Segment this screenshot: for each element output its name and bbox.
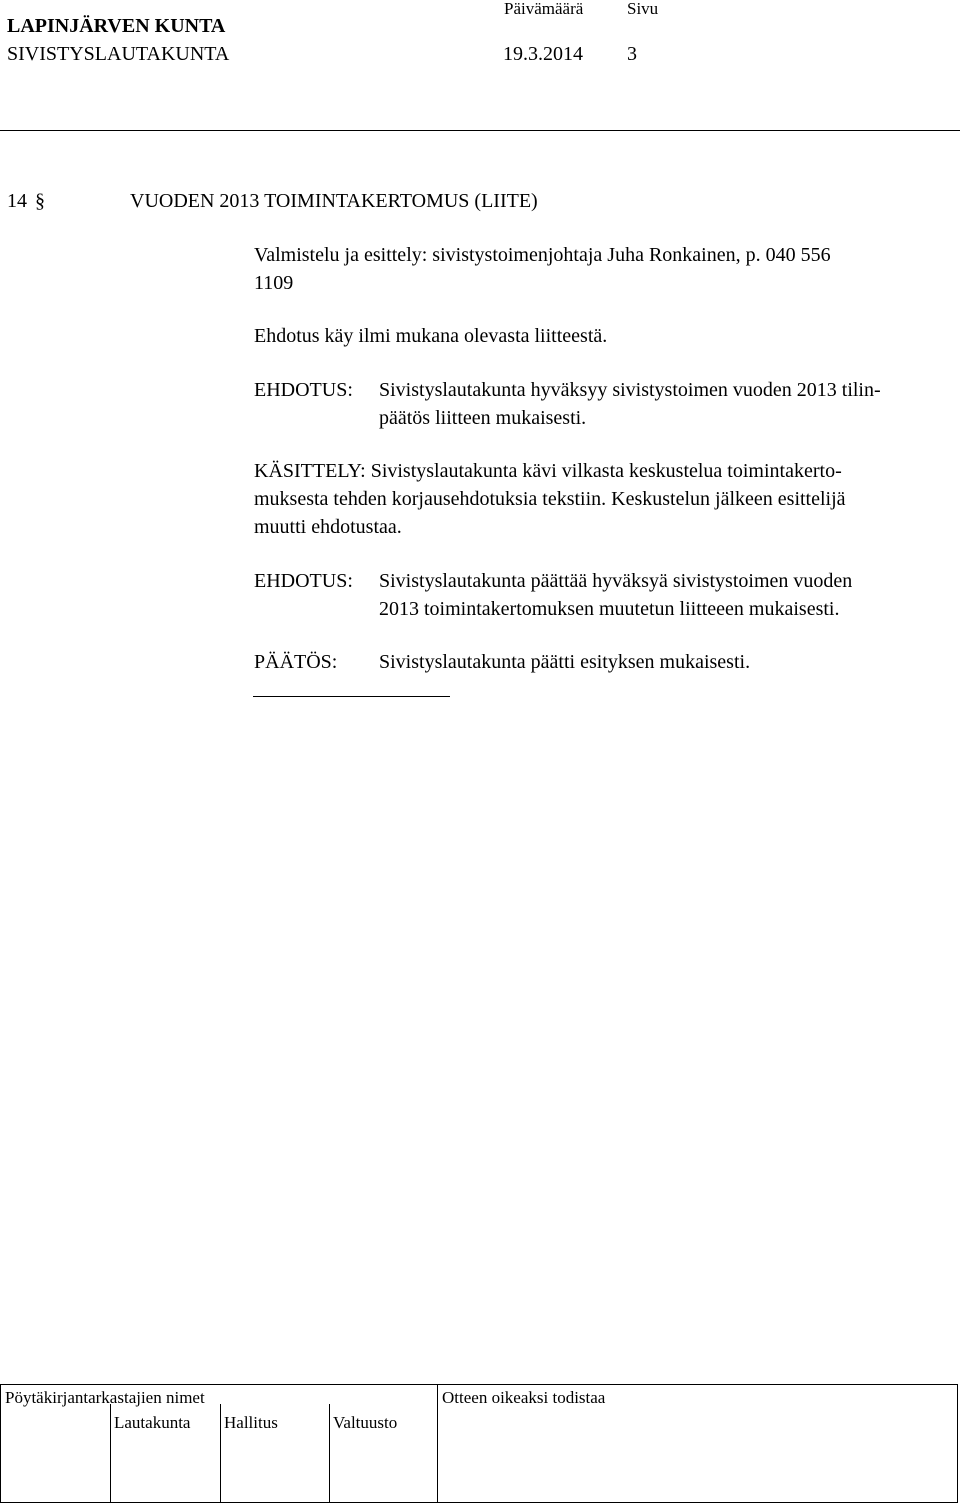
footer-divider xyxy=(110,1404,111,1503)
section-title: VUODEN 2013 TOIMINTAKERTOMUS (LIITE) xyxy=(130,190,538,212)
section-number: 14 xyxy=(7,190,27,212)
date-label: Päivämäärä xyxy=(504,0,584,18)
proposal-text: Sivistyslautakunta hyväksyy sivistystoimen vuoden 2013 tilin- xyxy=(379,379,881,401)
proposal-label: EHDOTUS: xyxy=(254,570,353,592)
end-rule xyxy=(253,696,450,697)
footer-divider xyxy=(437,1384,438,1503)
page-label: Sivu xyxy=(627,0,659,18)
proposal-text: päätös liitteen mukaisesti. xyxy=(379,407,587,429)
footer-divider xyxy=(220,1404,221,1503)
footer-column-valtuusto: Valtuusto xyxy=(333,1413,398,1432)
intro-text: Ehdotus käy ilmi mukana olevasta liitteestä. xyxy=(254,325,608,347)
organization-name: LAPINJÄRVEN KUNTA xyxy=(7,15,226,37)
decision-label: PÄÄTÖS: xyxy=(254,651,338,673)
preparation-line: Valmistelu ja esittely: sivistystoimenjohtaja Juha Ronkainen, p. 040 556 xyxy=(254,244,831,266)
decision-text: Sivistyslautakunta päätti esityksen mukaisesti. xyxy=(379,651,751,673)
footer-column-hallitus: Hallitus xyxy=(224,1413,278,1432)
footer-divider xyxy=(329,1404,330,1503)
discussion-text: muutti ehdotustaa. xyxy=(254,516,402,538)
paragraph-sign: § xyxy=(35,190,45,212)
proposal-text: Sivistyslautakunta päättää hyväksyä sivistystoimen vuoden xyxy=(379,570,853,592)
proposal-text: 2013 toimintakertomuksen muutetun liitteeen mukaisesti. xyxy=(379,598,840,620)
discussion-text: muksesta tehden korjausehdotuksia tekstiin. Keskustelun jälkeen esittelijä xyxy=(254,488,846,510)
certified-copy-label: Otteen oikeaksi todistaa xyxy=(442,1388,606,1407)
department-name: SIVISTYSLAUTAKUNTA xyxy=(7,43,230,65)
footer-signature-table xyxy=(0,1384,958,1502)
page-number: 3 xyxy=(627,43,637,65)
document-date: 19.3.2014 xyxy=(503,43,583,65)
checkers-label: Pöytäkirjantarkastajien nimet xyxy=(5,1388,205,1407)
preparation-line: 1109 xyxy=(254,272,294,294)
footer-column-lautakunta: Lautakunta xyxy=(114,1413,191,1432)
proposal-label: EHDOTUS: xyxy=(254,379,353,401)
discussion-text: KÄSITTELY: Sivistyslautakunta kävi vilkasta keskustelua toimintakerto- xyxy=(254,460,842,482)
header-divider xyxy=(0,130,960,131)
